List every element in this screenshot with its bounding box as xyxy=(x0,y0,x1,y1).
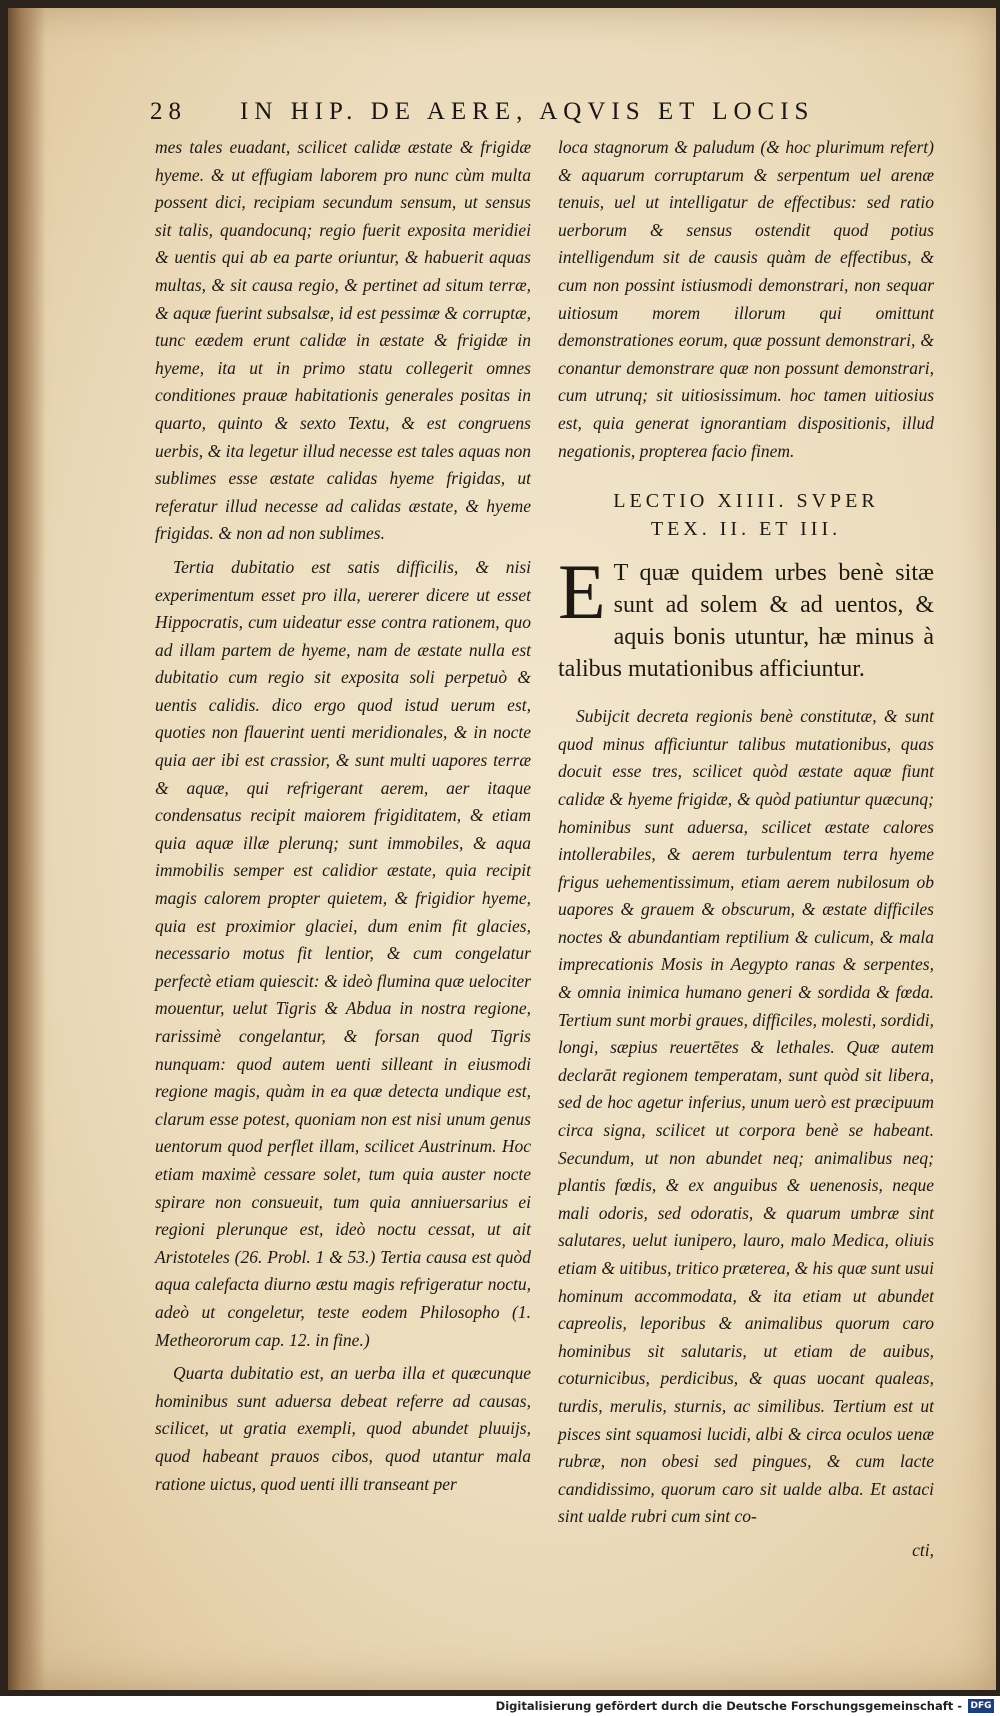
catchword: cti, xyxy=(912,1539,934,1560)
running-title: IN HIP. DE AERE, AQVIS ET LOCIS xyxy=(240,98,815,125)
dfg-logo-icon: DFG xyxy=(968,1699,994,1713)
page-gutter xyxy=(8,8,46,1690)
right-column xyxy=(558,134,934,1565)
left-paragraph-3: Quarta dubitatio est, an uerba illa et quæcunque hominibus sunt aduersa debeat referre ad causas, scilicet, ut gratia exempli, quod abundet pluuijs, quod habeant prauos cibos, quod utantur mala ratione uictus, quod uenti illi transeant per xyxy=(155,1363,531,1494)
folio-number: 28 xyxy=(150,98,187,125)
lectio-heading-line-1: LECTIO XIIII. SVPER xyxy=(613,490,879,513)
running-head xyxy=(150,92,930,132)
left-paragraph-1: mes tales euadant, scilicet calidæ æstate & frigidæ hyeme. & ut effugiam laborem pro nunc cùm multa possent dici, recipiam secundum sensum, ut sensus sit talis, quandocunq; regio fuerit exposita meridiei & uentis qui ab ea parte oriuntur, & habuerit aquas multas, & sit causa regio, & pertinet ad situm terræ, & aquæ fuerint subsalsæ, id est pessimæ & corruptæ, tunc eædem erunt calidæ in æstate & frigidæ in hyeme, ita ut in primo statu collegerit omnes conditiones prauæ habitationis generales positas in quarto, quinto & sexto Textu, & est congruens uerbis, & ita legetur illud necesse est tales aquas non sublimes esse æstate calidas hyeme frigidas, ut referatur illud necesse ad calidas æstate, & hyeme frigidas. & non ad non sublimes. xyxy=(155,137,531,544)
drop-cap-initial: E xyxy=(558,548,606,636)
lectio-heading-line-2: TEX. II. ET III. xyxy=(650,518,842,541)
footer-credit: Digitalisierung gefördert durch die Deutsche Forschungsgemeinschaft - xyxy=(495,1699,962,1713)
digitization-footer xyxy=(0,1696,1000,1716)
right-paragraph-2: Subijcit decreta regionis benè constitutæ, & sunt quod minus afficiuntur talibus mutationibus, quas docuit esse tres, scilicet quòd æstate aquæ fiunt calidæ & hyeme frigidæ, & quòd patiuntur quæcunq; hominibus sunt aduersa, scilicet æstate calores intollerabiles, & aerem turbulentum terra hyeme frigus uehementissimum, etiam aerem nubilosum ob uapores & grauem & obscurum, & æstate difficiles noctes & abundantiam reptilium & culicum, & mala imprecationis Mosis in Aegypto ranas & serpentes, & omnia inimica humano generi & sordida & fœda. Tertium sunt morbi graues, difficiles, molesti, sordidi, longi, sæpius reuertētes & lethales. Quæ autem declarāt regionem temperatam, sunt quòd sit libera, sed de hoc agetur inferius, unum uerò est præcipuum circa signa, scilicet ut corpora benè se habeant. Secundum, ut non abundet neq; animalibus neq; plantis fœdis, & ex anguibus & uenenosis, neque mali odoris, sed odoratis, & quarum umbræ sint salutares, uelut iunipero, lauro, malo Medica, oliuis etiam & uitibus, tritico præterea, & his quæ sunt usui hominum accommodata, & ita etiam ut abundet capreolis, leporibus & animalibus quorum caro hominibus sit salutaris, ut etiam de auibus, coturnicibus, perdicibus, & quas uocant qualeas, turdis, merulis, sturnis, ac similibus. Tertium est ut pisces sint squamosi lucidi, albi & circa oculos uenæ rubræ, non obesi sed pingues, & cum lacte candidissimo, quorum caro sit ualde alba. Et astaci sint ualde rubri cum sint co- xyxy=(558,706,934,1527)
right-paragraph-1: loca stagnorum & paludum (& hoc plurimum refert) & aquarum corruptarum & serpentum uel arenæ tenuis, uel ut intelligatur de effectibus: sed ratio uerborum & sensus ostendit quod potius intelligendum sit de causis quàm de effectibus, & cum non possint istiusmodi demonstrari, non sequar uitiosum morem illorum qui omittunt demonstrationes eorum, quæ possunt demonstrari, & conantur demonstrare quæ non possunt demonstrari, cum utrunq; sit uitiosissimum. hoc tamen uitiosius est, quia generat ignorantiam dispositionis, illud negationis, propterea facio finem. xyxy=(558,137,934,461)
hippocrates-text-body: T quæ quidem urbes benè sitæ sunt ad solem & ad uentos, & aquis bonis utuntur, hæ minus à talibus mutationibus afficiuntur. xyxy=(558,560,934,683)
lectio-heading xyxy=(558,487,934,543)
left-column xyxy=(155,134,531,1504)
left-paragraph-2: Tertia dubitatio est satis difficilis, & nisi experimentum esset pro illa, uererer dicere ut esset Hippocratis, cum uideatur esse contra rationem, quo ad illam partem de hyeme, nam de æstate nulla est dubitatio cum regio sit exposita soli perpetuò & uentis calidis. dico ergo quod istud uerum est, quoties non flauerint uenti meridionales, & in nocte quia aer ibi est crassior, & sunt multi uapores terræ & aquæ, qui refrigerant aerem, aer itaque condensatus recipit maiorem frigiditatem, & etiam quia aquæ illæ plerunq; sunt immobiles, & aqua immobilis semper est calidior æstate, quia recipit magis calorem propter quietem, & frigidior hyeme, quia est proximior glaciei, dum enim fit glacies, necessario motus fit lentior, & cum congelatur perfectè etiam quiescit: & ideò flumina quæ uelociter mouentur, uelut Tigris & Abdua in nostra regione, rarissimè congelantur, & forsan quod Tigris nunquam: quod autem uenti silleant in eiusmodi regione magis, quàm in ea quæ detecta undique est, clarum esse potest, quoniam non est nisi unum genus uentorum quod perflet illam, scilicet Austrinum. Hoc etiam maximè cessare solet, tum quia auster nocte spirare non consueuit, tum quia anniuersarius ei regioni plerunque est, ideò noctu cessat, ut ait Aristoteles (26. Probl. 1 & 53.) Tertia causa est quòd aqua calefacta diurno æstu magis refrigeratur noctu, adeò ut congeletur, teste eodem Philosopho (1. Metheororum cap. 12. in fine.) xyxy=(155,556,531,1350)
hippocrates-text xyxy=(558,548,934,685)
